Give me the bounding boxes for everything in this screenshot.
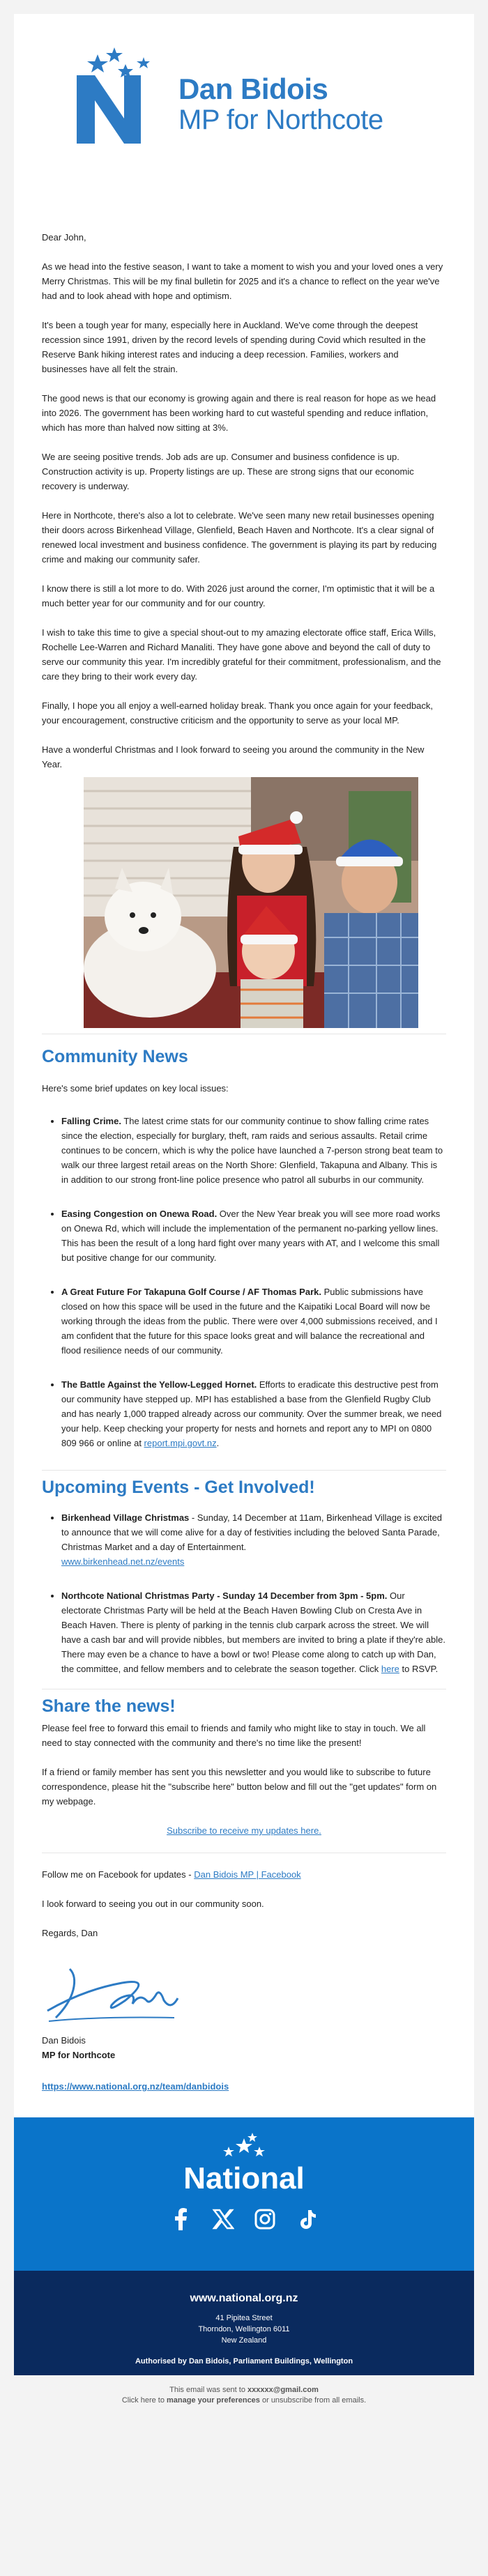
footer-address: [14, 2271, 474, 2375]
news-item-body: Efforts to eradicate this destructive pest from our community have stepped up. MPI has established a base from the Glenfield Rugby Club and has nearly 1,000 trapped already across our community. Over the summer break, we need your help. Keep checking your property for nests and hornets and report any to MPI on 0800 809 966 or online at: [61, 1379, 442, 1448]
event-body: Our electorate Christmas Party will be held at the Beach Haven Bowling Club on Cresta Ave in Beach Haven. There is plenty of parking in the tennis club carpark across the street. We will have a cash bar and will provide nibbles, but members are invited to bring a plate if they're able. There may even be a chance to have a bowl or two! Please come along to catch up with Dan, the committee, and fellow members and to celebrate the season together. Click: [61, 1590, 445, 1674]
subscribe-row: [42, 1823, 446, 1838]
list-item: [61, 1588, 446, 1676]
share-heading: Share the news!: [42, 1696, 176, 1716]
footer-authorised: Authorised by Dan Bidois, Parliament Buildings, Wellington: [135, 2357, 353, 2366]
greeting: Dear John,: [42, 232, 86, 243]
header: [14, 14, 474, 174]
family-christmas-photo: [84, 777, 418, 1028]
social-icons: [14, 2208, 474, 2230]
letter-paragraph: I wish to take this time to give a special shout-out to my amazing electorate office staff, Erica Wills, Rochelle Lee-Warren and Richard Manaliti. They have gone above and beyond the call of duty to serve our community this year. I'm incredibly grateful for their commitment, professionalism, and the care they bring to their work every day.: [42, 627, 441, 682]
national-footer-logo-icon: [14, 2131, 474, 2201]
email-card: [14, 14, 474, 2375]
signature-name: Dan Bidois: [42, 2035, 86, 2046]
share-paragraph: Please feel free to forward this email to friends and family who might like to stay in touch. We all need to stay connected with the community and there's no time like the present!: [42, 1723, 426, 1748]
sent-to-prefix: This email was sent to: [169, 2386, 248, 2394]
unsubscribe-text[interactable]: or unsubscribe from all emails.: [259, 2396, 367, 2405]
letter-paragraph: I know there is still a lot more to do. With 2026 just around the corner, I'm optimistic that it will be a much better year for our community and for our country.: [42, 583, 435, 608]
regards-text: Regards, Dan: [42, 1928, 98, 1938]
national-logo-icon: [56, 47, 174, 145]
rsvp-link[interactable]: here: [381, 1664, 399, 1674]
profile-url-link[interactable]: https://www.national.org.nz/team/danbidois: [42, 2081, 229, 2092]
letter-paragraph: We are seeing positive trends. Job ads are up. Consumer and business confidence is up. Construction activity is up. Property listings are up. These are strong signs that our economic recovery is underway.: [42, 452, 414, 491]
news-item-title: The Battle Against the Yellow-Legged Hornet.: [61, 1379, 257, 1390]
letter-paragraph: The good news is that our economy is growing again and there is real reason for hope as we head into 2026. The government has been working hard to cut wasteful spending and reduce inflation, which has more than halved now sitting at 3%.: [42, 393, 436, 433]
mp-title: [178, 74, 383, 135]
footer-address-line: New Zealand: [221, 2336, 267, 2345]
event-body: - Sunday, 14 December at 11am, Birkenhead Village is excited to announce that we will come alive for a day of festivities including the beloved Santa Parade, Christmas Market and a day of Entertainment.: [61, 1512, 443, 1552]
facebook-row: [42, 1867, 446, 1882]
signature-title: MP for Northcote: [42, 2050, 116, 2060]
event-tail: to RSVP.: [399, 1664, 439, 1674]
manage-preferences-link[interactable]: manage your preferences: [167, 2396, 260, 2405]
footer-address-line: Thorndon, Wellington 6011: [198, 2325, 290, 2333]
facebook-prefix: Follow me on Facebook for updates -: [42, 1869, 195, 1880]
news-item-body: Over the New Year break you will see more road works on Onewa Rd, which will include the implementation of the permanent no-parking yellow lines. This has been the result of a long hard fight over many years with AT, and I welcome this small but positive change for our community.: [61, 1209, 441, 1263]
list-item: [61, 1114, 446, 1187]
share-paragraph: If a friend or family member has sent you this newsletter and you would like to subscribe to future correspondence, please hit the "subscribe here" button below and fill out the "get updates" form on my webpage.: [42, 1767, 437, 1807]
list-item: [61, 1377, 446, 1450]
community-news-heading: Community News: [42, 1047, 188, 1066]
unsubscribe-block: [14, 2375, 474, 2418]
news-item-tail: .: [216, 1438, 220, 1448]
news-item-title: Falling Crime.: [61, 1116, 121, 1126]
mp-name: Dan Bidois: [178, 72, 328, 105]
footer-site[interactable]: www.national.org.nz: [190, 2292, 298, 2304]
letter-paragraph: Here in Northcote, there's also a lot to celebrate. We've seen many new retail businesses opening their doors across Birkenhead Village, Glenfield, Beach Haven and Northcote. It's a clear signal of renewed local investment and business confidence. The government is playing its part by reducing crime and making our community safer.: [42, 510, 437, 565]
news-item-body: The latest crime stats for our community continue to show falling crime rates since the election, especially for burglary, theft, ram raids and serious assaults. Retail crime continues to be concern, which is why the police have launched a 7-person strong beat team to walk our three largest retail areas on the North Shore: Glenfield, Takapuna and Albany. This is in addition to our strong front-line police presence who patrol all suburbs in our community.: [61, 1116, 443, 1185]
event-title: Northcote National Christmas Party - Sunday 14 December from 3pm - 5pm.: [61, 1590, 388, 1601]
birkenhead-events-link[interactable]: www.birkenhead.net.nz/events: [61, 1556, 185, 1567]
news-item-title: A Great Future For Takapuna Golf Course / AF Thomas Park.: [61, 1287, 321, 1297]
party-vertical-text: National: [62, 92, 75, 139]
x-icon[interactable]: [212, 2208, 234, 2230]
news-item-title: Easing Congestion on Onewa Road.: [61, 1209, 218, 1219]
list-item: [61, 1206, 446, 1265]
mpi-report-link[interactable]: report.mpi.govt.nz: [144, 1438, 217, 1448]
signature-image: [42, 1962, 181, 2025]
recipient-email: xxxxxx@gmail.com: [247, 2386, 319, 2394]
footer-party-name: National: [183, 2161, 305, 2195]
community-news-intro: Here's some brief updates on key local issues:: [42, 1083, 229, 1094]
facebook-link[interactable]: Dan Bidois MP | Facebook: [194, 1869, 301, 1880]
events-list: [61, 1510, 446, 1676]
list-item: [61, 1285, 446, 1358]
community-news-list: [61, 1114, 446, 1450]
list-item: [61, 1510, 446, 1569]
letter-paragraph: It's been a tough year for many, especially here in Auckland. We've come through the deepest recession since 1991, driven by the record levels of spending during Covid which resulted in the Reserve Bank hiking interest rates and inducing a deep recession. Families, workers and businesses have all felt the strain.: [42, 320, 426, 374]
footer-brand: [14, 2117, 474, 2271]
instagram-icon[interactable]: [254, 2208, 276, 2230]
events-heading: Upcoming Events - Get Involved!: [42, 1478, 315, 1497]
section-divider: [42, 1470, 446, 1471]
event-title: Birkenhead Village Christmas: [61, 1512, 190, 1523]
letter-content: [14, 174, 474, 2094]
tiktok-icon[interactable]: [296, 2208, 318, 2230]
closing-text: I look forward to seeing you out in our community soon.: [42, 1899, 264, 1909]
mp-electorate: MP for Northcote: [178, 105, 383, 135]
news-item-body: Public submissions have closed on how this space will be used in the future and the Kaipatiki Local Board will now be working through the ideas from the public. There were over 4,000 submissions received, and I am confident that the future for this space looks great and will balance the recreational and flood resilience needs of our community.: [61, 1287, 438, 1356]
click-prefix: Click here to: [121, 2396, 167, 2405]
subscribe-link[interactable]: Subscribe to receive my updates here.: [167, 1825, 321, 1836]
letter-paragraph: Have a wonderful Christmas and I look forward to seeing you around the community in the New Year.: [42, 744, 425, 769]
letter-paragraph: As we head into the festive season, I want to take a moment to wish you and your loved ones a very Merry Christmas. This will be my final bulletin for 2025 and it's a chance to reflect on the year we've had and to look ahead with hope and optimism.: [42, 261, 443, 301]
footer-address-line: 41 Pipitea Street: [215, 2314, 273, 2322]
letter-paragraph: Finally, I hope you all enjoy a well-earned holiday break. Thank you once again for your feedback, your encouragement, constructive criticism and the opportunity to serve as your local MP.: [42, 700, 434, 726]
facebook-icon[interactable]: [170, 2208, 192, 2230]
